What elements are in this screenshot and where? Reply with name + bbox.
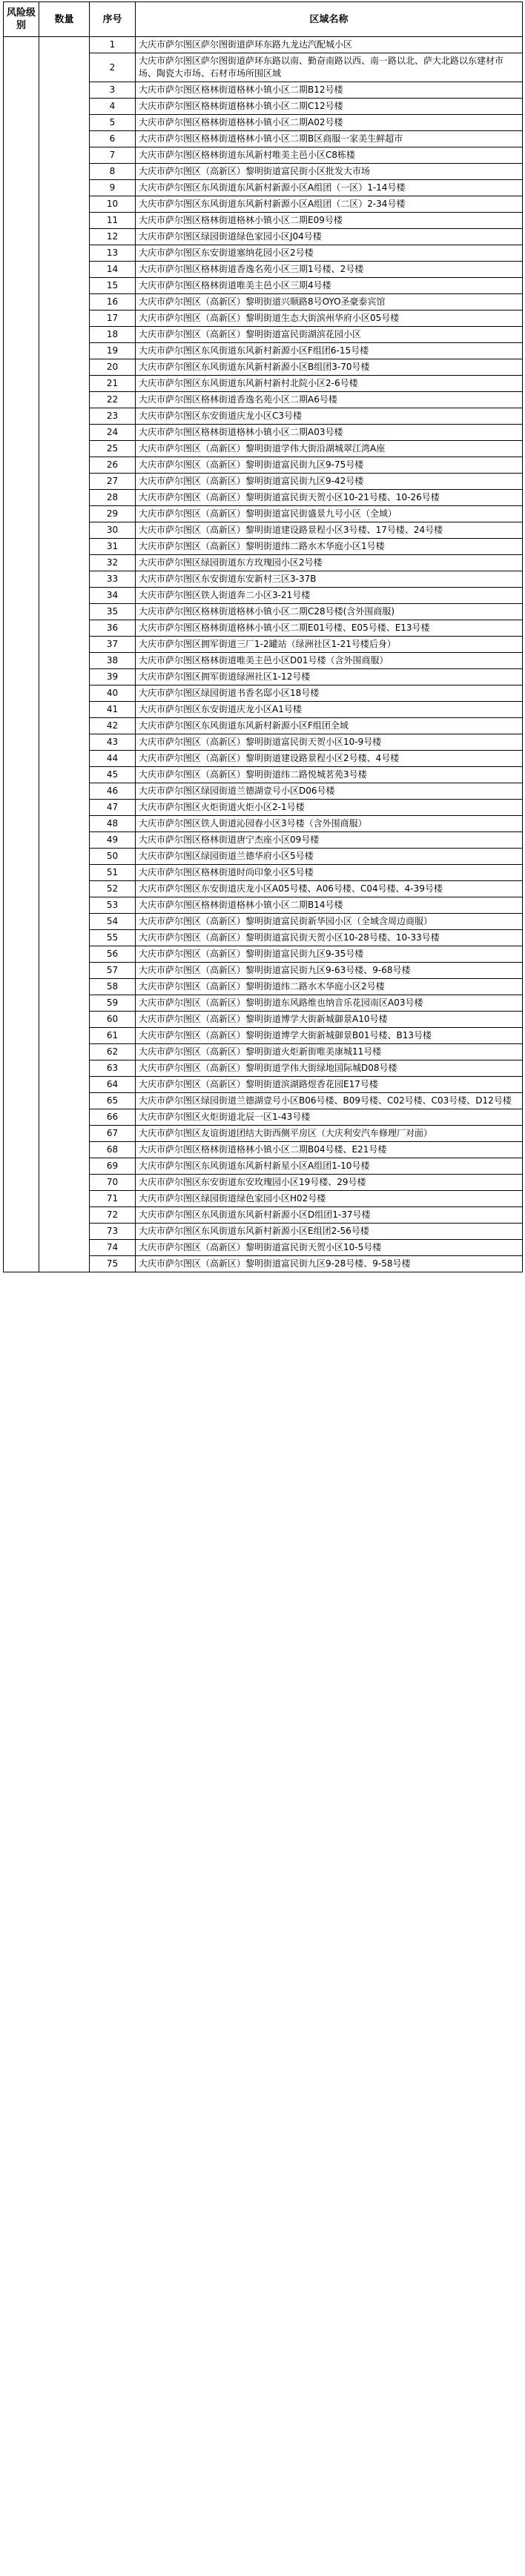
area-name-cell: 大庆市萨尔图区格林街道香逸名苑小区三期1号楼、2号楼 xyxy=(136,262,523,278)
serial-no-cell: 52 xyxy=(90,881,136,897)
serial-no-cell: 2 xyxy=(90,53,136,82)
serial-no-cell: 38 xyxy=(90,653,136,669)
area-name-cell: 大庆市萨尔图区火炬街道北辰一区1-43号楼 xyxy=(136,1109,523,1126)
area-name-cell: 大庆市萨尔图区拥军街道绿洲社区1-12号楼 xyxy=(136,669,523,686)
serial-no-cell: 70 xyxy=(90,1175,136,1191)
area-name-cell: 大庆市萨尔图区绿园街道书香名邸小区18号楼 xyxy=(136,686,523,702)
area-name-cell: 大庆市萨尔图区（高新区）黎明街道纬二路悦城茗苑3号楼 xyxy=(136,767,523,783)
serial-no-cell: 55 xyxy=(90,930,136,946)
serial-no-cell: 4 xyxy=(90,99,136,115)
serial-no-cell: 58 xyxy=(90,979,136,995)
serial-no-cell: 48 xyxy=(90,816,136,832)
serial-no-cell: 42 xyxy=(90,718,136,734)
serial-no-cell: 57 xyxy=(90,963,136,979)
area-name-cell: 大庆市萨尔图区格林街道香逸名苑小区二期A6号楼 xyxy=(136,392,523,408)
area-name-cell: 大庆市萨尔图区东风街道东风新村新星小区A组团1-10号楼 xyxy=(136,1158,523,1175)
header-area-name: 区域名称 xyxy=(136,2,523,37)
area-name-cell: 大庆市萨尔图区火炬街道火炬小区2-1号楼 xyxy=(136,800,523,816)
serial-no-cell: 45 xyxy=(90,767,136,783)
header-serial-no: 序号 xyxy=(90,2,136,37)
serial-no-cell: 16 xyxy=(90,294,136,311)
serial-no-cell: 39 xyxy=(90,669,136,686)
serial-no-cell: 35 xyxy=(90,604,136,620)
area-name-cell: 大庆市萨尔图区友谊街道团结大街西侧平房区（大庆利安汽车修理厂对面） xyxy=(136,1126,523,1142)
area-name-cell: 大庆市萨尔图区（高新区）黎明街道博学大街新城御景A10号楼 xyxy=(136,1012,523,1028)
serial-no-cell: 6 xyxy=(90,131,136,147)
serial-no-cell: 23 xyxy=(90,408,136,425)
serial-no-cell: 46 xyxy=(90,783,136,800)
serial-no-cell: 32 xyxy=(90,555,136,571)
area-name-cell: 大庆市萨尔图区绿园街道绿色家园小区J04号楼 xyxy=(136,229,523,245)
serial-no-cell: 12 xyxy=(90,229,136,245)
area-name-cell: 大庆市萨尔图区东风街道东风新村新源小区A组团（二区）2-34号楼 xyxy=(136,196,523,213)
serial-no-cell: 18 xyxy=(90,327,136,343)
serial-no-cell: 30 xyxy=(90,522,136,539)
area-name-cell: 大庆市萨尔图区东风街道东风新村新源小区B组团3-70号楼 xyxy=(136,359,523,376)
serial-no-cell: 41 xyxy=(90,702,136,718)
serial-no-cell: 21 xyxy=(90,376,136,392)
area-name-cell: 大庆市萨尔图区（高新区）黎明街道富民街新华园小区（全域含周边商服） xyxy=(136,914,523,930)
serial-no-cell: 56 xyxy=(90,946,136,963)
area-name-cell: 大庆市萨尔图区（高新区）黎明街道学伟大街绿地国际城D08号楼 xyxy=(136,1060,523,1077)
area-name-cell: 大庆市萨尔图区格林街道唯美主邑小区三期4号楼 xyxy=(136,278,523,294)
area-name-cell: 大庆市萨尔图区萨尔图街道萨环东路以南、勤奋南路以西、南一路以北、萨大北路以东建材市场、陶瓷大市场、石材市场所围区域 xyxy=(136,53,523,82)
serial-no-cell: 19 xyxy=(90,343,136,359)
serial-no-cell: 67 xyxy=(90,1126,136,1142)
area-name-cell: 大庆市萨尔图区东安街道庆龙小区C3号楼 xyxy=(136,408,523,425)
area-name-cell: 大庆市萨尔图区（高新区）黎明街道富民街九区9-28号楼、9-58号楼 xyxy=(136,1256,523,1272)
area-name-cell: 大庆市萨尔图区（高新区）黎明街道富民街九区9-63号楼、9-68号楼 xyxy=(136,963,523,979)
serial-no-cell: 8 xyxy=(90,164,136,180)
serial-no-cell: 15 xyxy=(90,278,136,294)
serial-no-cell: 66 xyxy=(90,1109,136,1126)
area-name-cell: 大庆市萨尔图区（高新区）黎明街道富民街九区9-42号楼 xyxy=(136,474,523,490)
serial-no-cell: 40 xyxy=(90,686,136,702)
serial-no-cell: 49 xyxy=(90,832,136,849)
serial-no-cell: 65 xyxy=(90,1093,136,1109)
area-name-cell: 大庆市萨尔图区（高新区）黎明街道富民街天贺小区10-5号楼 xyxy=(136,1240,523,1256)
area-name-cell: 大庆市萨尔图区东风街道东风新村新源小区D组团1-37号楼 xyxy=(136,1207,523,1224)
serial-no-cell: 50 xyxy=(90,849,136,865)
count-cell xyxy=(39,37,90,1272)
area-name-cell: 大庆市萨尔图区（高新区）黎明街道富民街湖滨花园小区 xyxy=(136,327,523,343)
area-name-cell: 大庆市萨尔图区（高新区）黎明街道火炬新街唯美康城11号楼 xyxy=(136,1044,523,1060)
serial-no-cell: 33 xyxy=(90,571,136,588)
area-name-cell: 大庆市萨尔图区拥军街道三厂1-2罐站（绿洲社区1-21号楼后身） xyxy=(136,637,523,653)
area-name-cell: 大庆市萨尔图区（高新区）黎明街道富民街小区批发大市场 xyxy=(136,164,523,180)
serial-no-cell: 28 xyxy=(90,490,136,506)
area-name-cell: 大庆市萨尔图区格林街道格林小镇小区二期B区商服一家美生鲜超市 xyxy=(136,131,523,147)
area-name-cell: 大庆市萨尔图区东安街道东安玫瑰园小区19号楼、29号楼 xyxy=(136,1175,523,1191)
area-name-cell: 大庆市萨尔图区格林街道格林小镇小区二期A02号楼 xyxy=(136,115,523,131)
area-name-cell: 大庆市萨尔图区格林街道格林小镇小区二期B12号楼 xyxy=(136,82,523,99)
serial-no-cell: 69 xyxy=(90,1158,136,1175)
serial-no-cell: 10 xyxy=(90,196,136,213)
serial-no-cell: 47 xyxy=(90,800,136,816)
serial-no-cell: 14 xyxy=(90,262,136,278)
area-name-cell: 大庆市萨尔图区格林街道东风新村唯美主邑小区C8栋楼 xyxy=(136,147,523,164)
serial-no-cell: 71 xyxy=(90,1191,136,1207)
area-name-cell: 大庆市萨尔图区绿园街道兰德华府小区5号楼 xyxy=(136,849,523,865)
serial-no-cell: 26 xyxy=(90,457,136,474)
serial-no-cell: 29 xyxy=(90,506,136,522)
serial-no-cell: 27 xyxy=(90,474,136,490)
serial-no-cell: 3 xyxy=(90,82,136,99)
serial-no-cell: 43 xyxy=(90,734,136,751)
serial-no-cell: 75 xyxy=(90,1256,136,1272)
serial-no-cell: 61 xyxy=(90,1028,136,1044)
area-name-cell: 大庆市萨尔图区东安街道东安新村三区3-37B xyxy=(136,571,523,588)
area-name-cell: 大庆市萨尔图区格林街道格林小镇小区二期E01号楼、E05号楼、E13号楼 xyxy=(136,620,523,637)
serial-no-cell: 1 xyxy=(90,37,136,53)
serial-no-cell: 64 xyxy=(90,1077,136,1093)
serial-no-cell: 5 xyxy=(90,115,136,131)
area-name-cell: 大庆市萨尔图区（高新区）黎明街道富民街天贺小区10-28号楼、10-33号楼 xyxy=(136,930,523,946)
serial-no-cell: 34 xyxy=(90,588,136,604)
serial-no-cell: 68 xyxy=(90,1142,136,1158)
table-header-row xyxy=(4,2,523,37)
area-name-cell: 大庆市萨尔图区（高新区）黎明街道纬二路水木华庭小区2号楼 xyxy=(136,979,523,995)
area-name-cell: 大庆市萨尔图区格林街道格林小镇小区二期B14号楼 xyxy=(136,897,523,914)
serial-no-cell: 31 xyxy=(90,539,136,555)
area-name-cell: 大庆市萨尔图区东安街道庆龙小区A1号楼 xyxy=(136,702,523,718)
serial-no-cell: 51 xyxy=(90,865,136,881)
area-name-cell: 大庆市萨尔图区东风街道东风新村新源小区A组团（一区）1-14号楼 xyxy=(136,180,523,196)
serial-no-cell: 63 xyxy=(90,1060,136,1077)
serial-no-cell: 25 xyxy=(90,441,136,457)
serial-no-cell: 44 xyxy=(90,751,136,767)
serial-no-cell: 59 xyxy=(90,995,136,1012)
serial-no-cell: 62 xyxy=(90,1044,136,1060)
area-name-cell: 大庆市萨尔图区绿园街道绿色家园小区H02号楼 xyxy=(136,1191,523,1207)
area-name-cell: 大庆市萨尔图区（高新区）黎明街道富民街九区9-75号楼 xyxy=(136,457,523,474)
serial-no-cell: 11 xyxy=(90,213,136,229)
serial-no-cell: 74 xyxy=(90,1240,136,1256)
area-name-cell: 大庆市萨尔图区（高新区）黎明街道兴顺路8号OYO圣豪泰宾馆 xyxy=(136,294,523,311)
table-row xyxy=(4,37,523,53)
header-risk-level: 风险级别 xyxy=(4,2,39,37)
area-name-cell: 大庆市萨尔图区（高新区）黎明街道学伟大街沿湖城翠江湾A座 xyxy=(136,441,523,457)
serial-no-cell: 53 xyxy=(90,897,136,914)
serial-no-cell: 73 xyxy=(90,1224,136,1240)
area-name-cell: 大庆市萨尔图区东风街道东风新村新村北院小区2-6号楼 xyxy=(136,376,523,392)
area-name-cell: 大庆市萨尔图区铁人街道奔二小区3-21号楼 xyxy=(136,588,523,604)
area-name-cell: 大庆市萨尔图区（高新区）黎明街道建设路景程小区2号楼、4号楼 xyxy=(136,751,523,767)
serial-no-cell: 72 xyxy=(90,1207,136,1224)
header-count: 数量 xyxy=(39,2,90,37)
area-name-cell: 大庆市萨尔图区（高新区）黎明街道东风路维也纳音乐花园南区A03号楼 xyxy=(136,995,523,1012)
serial-no-cell: 9 xyxy=(90,180,136,196)
area-name-cell: 大庆市萨尔图区（高新区）黎明街道建设路景程小区3号楼、17号楼、24号楼 xyxy=(136,522,523,539)
area-name-cell: 大庆市萨尔图区格林街道唐宁杰座小区09号楼 xyxy=(136,832,523,849)
serial-no-cell: 36 xyxy=(90,620,136,637)
area-name-cell: 大庆市萨尔图区绿园街道兰德湖壹号小区B06号楼、B09号楼、C02号楼、C03号楼、D12号楼 xyxy=(136,1093,523,1109)
area-name-cell: 大庆市萨尔图区东风街道东风新村新源小区F组团6-15号楼 xyxy=(136,343,523,359)
serial-no-cell: 37 xyxy=(90,637,136,653)
area-name-cell: 大庆市萨尔图区格林街道格林小镇小区二期C12号楼 xyxy=(136,99,523,115)
area-name-cell: 大庆市萨尔图区（高新区）黎明街道博学大街新城御景B01号楼、B13号楼 xyxy=(136,1028,523,1044)
area-name-cell: 大庆市萨尔图区格林街道格林小镇小区二期A03号楼 xyxy=(136,425,523,441)
area-name-cell: 大庆市萨尔图区（高新区）黎明街道富民街天贺小区10-9号楼 xyxy=(136,734,523,751)
serial-no-cell: 7 xyxy=(90,147,136,164)
area-name-cell: 大庆市萨尔图区铁人街道沁园春小区3号楼（含外围商服） xyxy=(136,816,523,832)
serial-no-cell: 13 xyxy=(90,245,136,262)
area-name-cell: 大庆市萨尔图区（高新区）黎明街道富民街九区9-35号楼 xyxy=(136,946,523,963)
area-name-cell: 大庆市萨尔图区东风街道东风新村新源小区F组团全域 xyxy=(136,718,523,734)
serial-no-cell: 17 xyxy=(90,311,136,327)
area-name-cell: 大庆市萨尔图区东风街道东风新村新源小区E组团2-56号楼 xyxy=(136,1224,523,1240)
area-name-cell: 大庆市萨尔图区（高新区）黎明街道滨湖路煜香花园E17号楼 xyxy=(136,1077,523,1093)
area-name-cell: 大庆市萨尔图区（高新区）黎明街道纬二路水木华庭小区1号楼 xyxy=(136,539,523,555)
area-name-cell: 大庆市萨尔图区（高新区）黎明街道富民街盛景九号小区（全域） xyxy=(136,506,523,522)
serial-no-cell: 54 xyxy=(90,914,136,930)
area-name-cell: 大庆市萨尔图区格林街道格林小镇小区二期B04号楼、E21号楼 xyxy=(136,1142,523,1158)
risk-area-table xyxy=(3,1,523,1272)
serial-no-cell: 60 xyxy=(90,1012,136,1028)
area-name-cell: 大庆市萨尔图区绿园街道东方玫瑰园小区2号楼 xyxy=(136,555,523,571)
serial-no-cell: 24 xyxy=(90,425,136,441)
area-name-cell: 大庆市萨尔图区东安街道庆龙小区A05号楼、A06号楼、C04号楼、4-39号楼 xyxy=(136,881,523,897)
area-name-cell: 大庆市萨尔图区（高新区）黎明街道生态大街滨州华府小区05号楼 xyxy=(136,311,523,327)
serial-no-cell: 20 xyxy=(90,359,136,376)
risk-level-cell xyxy=(4,37,39,1272)
area-name-cell: 大庆市萨尔图区格林街道唯美主邑小区D01号楼（含外围商服） xyxy=(136,653,523,669)
area-name-cell: 大庆市萨尔图区格林街道格林小镇小区二期E09号楼 xyxy=(136,213,523,229)
area-name-cell: 大庆市萨尔图区萨尔图街道萨环东路九龙达汽配城小区 xyxy=(136,37,523,53)
area-name-cell: 大庆市萨尔图区格林街道格林小镇小区二期C28号楼(含外围商服) xyxy=(136,604,523,620)
area-name-cell: 大庆市萨尔图区格林街道时尚印象小区5号楼 xyxy=(136,865,523,881)
serial-no-cell: 22 xyxy=(90,392,136,408)
area-name-cell: 大庆市萨尔图区绿园街道兰德湖壹号小区D06号楼 xyxy=(136,783,523,800)
area-name-cell: 大庆市萨尔图区东安街道塞纳花园小区2号楼 xyxy=(136,245,523,262)
area-name-cell: 大庆市萨尔图区（高新区）黎明街道富民街天贺小区10-21号楼、10-26号楼 xyxy=(136,490,523,506)
